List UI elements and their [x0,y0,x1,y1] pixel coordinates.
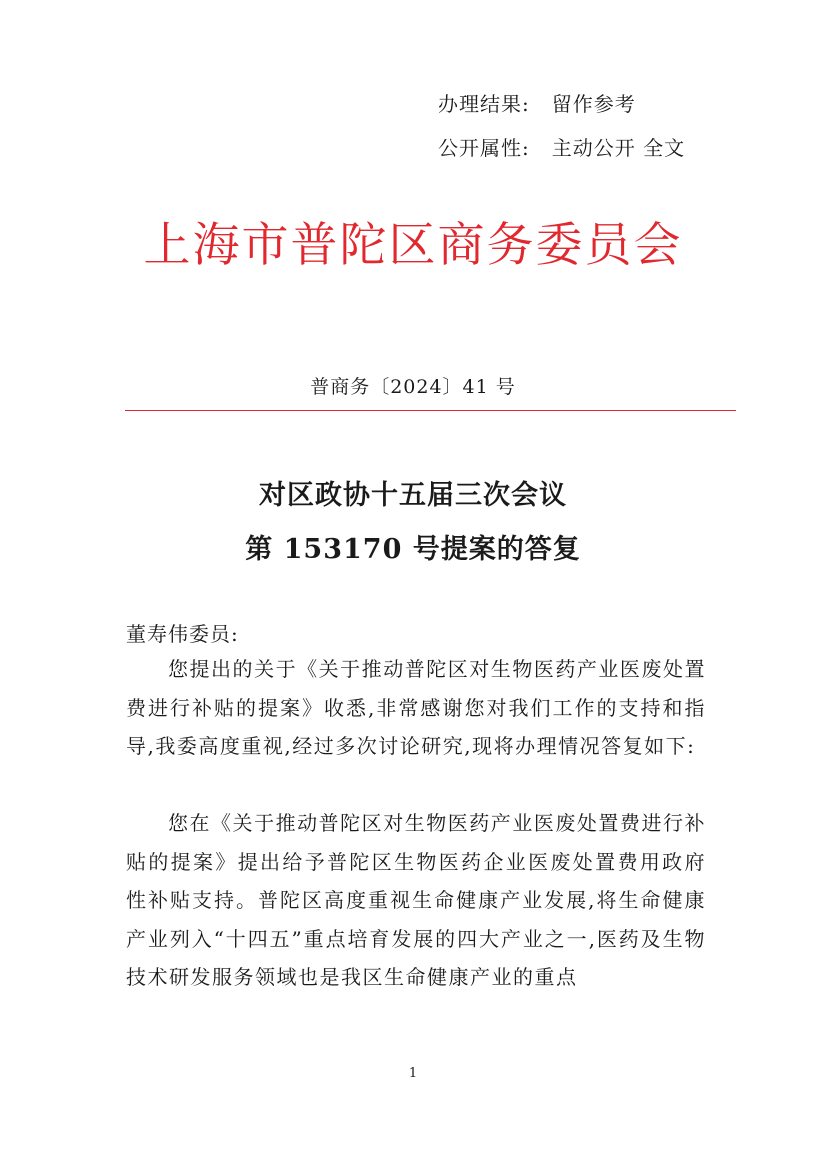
body-paragraph: 您提出的关于《关于推动普陀区对生物医药产业医废处置费进行补贴的提案》收悉,非常感谢您对我们工作的支持和指导,我委高度重视,经过多次讨论研究,现将办理情况答复如下: [126,657,706,758]
page-number: 1 [408,1066,418,1081]
red-divider-line [125,410,736,411]
disclosure-attribute-row [438,132,685,161]
document-title-line-1: 对区政协十五届三次会议 [259,480,567,511]
disclosure-attribute-label: 公开属性: [438,136,530,160]
handling-result-row [438,88,636,117]
body-paragraph: 您在《关于推动普陀区对生物医药产业医废处置费进行补贴的提案》提出给予普陀区生物医药企业医废处置费用政府性补贴支持。普陀区高度重视生命健康产业发展,将生命健康产业列入“十四五”重点培育发展的四大产业之一,医药及生物技术研发服务领域也是我区生命健康产业的重点 [126,811,706,989]
disclosure-attribute-value: 主动公开 全文 [551,136,686,160]
document-number: 普商务〔2024〕41 号 [310,376,516,398]
salutation: 董寿伟委员: [126,622,239,646]
document-title-line-2: 第 153170 号提案的答复 [245,534,581,565]
handling-result-label: 办理结果: [438,92,530,116]
issuing-organization-header: 上海市普陀区商务委员会 [143,218,683,273]
handling-result-value: 留作参考 [551,92,636,116]
